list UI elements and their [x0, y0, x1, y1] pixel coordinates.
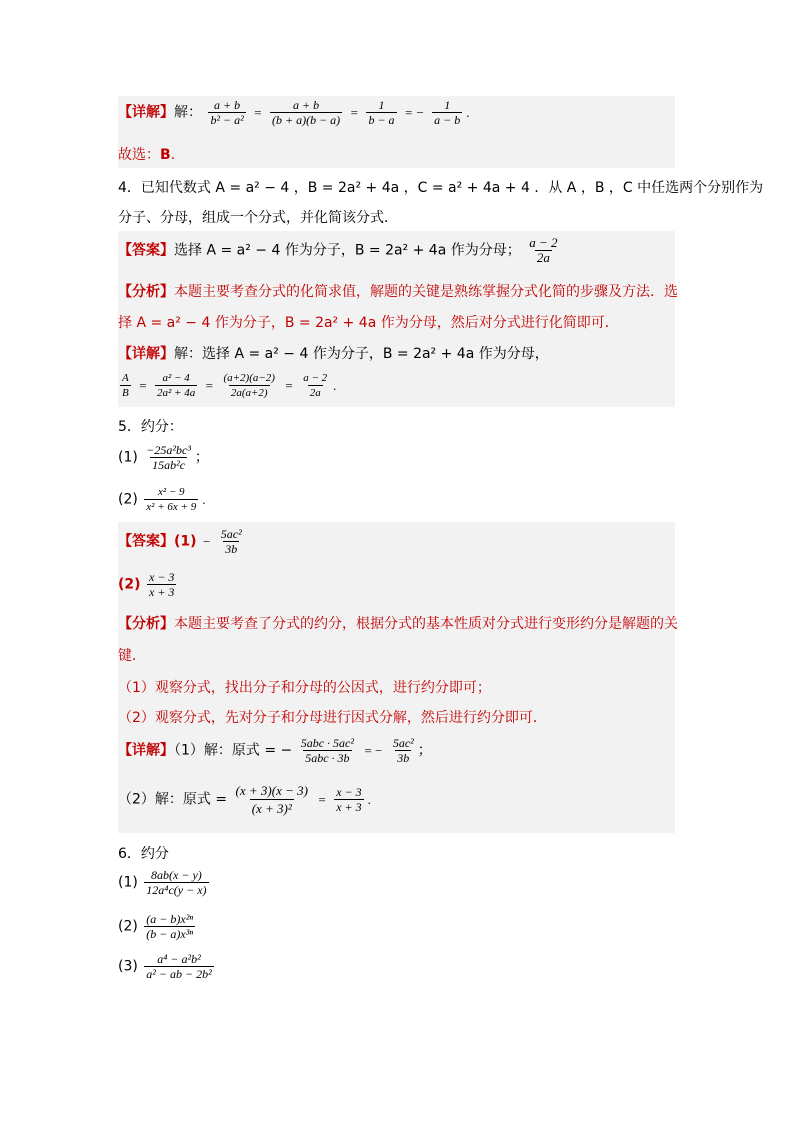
q4-analysis-line-1: 【分析】本题主要考查分式的化简求值，解题的关键是熟练掌握分式化简的步骤及方法．选 [118, 284, 678, 300]
q5-detail-line-1: 【详解】（1）解：原式 = − $\frac{\text{5abc · 5ac²}}{\text{5abc · 3b}}$ = − $\frac{\text{5ac²}}{3b}$ ； [118, 736, 432, 765]
analysis-tag: 【分析】 [118, 284, 174, 300]
detail-line-3: 【详解】解： $\frac{a + b}{\text{b² − a²}}$ = $\frac{a + b}{(b + a)(b - a)}$ = $\frac{1}{b - a}$ = − $\frac{1}{a - b}$ . [118, 98, 470, 127]
q6-item-1: (1) $\frac{8ab(x - y)}{\text{12a⁴c(y − x)}}$ [118, 868, 207, 897]
fraction: $\frac{(x + 3)(x - 3)}{\text{(x + 3)²}}$ [235, 783, 308, 816]
q6-item-3: (3) $\frac{\text{a⁴ − a²b²}}{\text{a² − ab − 2b²}}$ [118, 952, 212, 981]
q5-detail-line-2: （2）解：原式 = $\frac{(x + 3)(x - 3)}{\text{(x + 3)²}}$ = $\frac{x - 3}{x + 3}$ . [118, 783, 371, 816]
q4-analysis-line-2: 择 A = a² − 4 作为分子，B = 2a² + 4a 作为分母，然后对分式进行化简即可． [118, 315, 619, 331]
fraction: $\frac{\text{−25a²bc³}}{\text{15ab²c}}$ [146, 443, 191, 472]
fraction: $\frac{a + b}{(b + a)(b - a)}$ [272, 98, 341, 127]
answer-tag: 【答案】 [118, 533, 174, 550]
q4-line-1: 4．已知代数式 A = a² − 4 ，B = 2a² + 4a ，C = a² + 4a + 4 ．从 A ，B ，C 中任选两个分别作为 [118, 180, 764, 196]
q5-answer-line-2: (2) $\frac{x - 3}{x + 3}$ [118, 570, 175, 599]
answer-text: 选择 A = a² − 4 作为分子，B = 2a² + 4a 作为分母； [174, 242, 521, 259]
q6-item-2: (2) $\frac{\text{(a − b)x²ⁿ}}{\text{(b − a)x³ⁿ}}$ [118, 912, 194, 941]
choice-label: 故选： [118, 147, 160, 163]
q5-item-1: (1) $\frac{\text{−25a²bc³}}{\text{15ab²c}}$ ； [118, 443, 209, 472]
fraction: $\frac{\text{5ac²}}{3b}$ [220, 527, 242, 556]
q4-answer-line [118, 236, 675, 265]
q5-analysis-line-3: （1）观察分式，找出分子和分母的公因式，进行约分即可； [118, 680, 491, 696]
q5-analysis-line-1: 【分析】本题主要考查了分式的约分，根据分式的基本性质对分式进行变形约分是解题的关 [118, 616, 678, 632]
fraction: $\frac{\text{x² − 9}}{\text{x² + 6x + 9}}$ [146, 486, 197, 513]
q5-item-2: (2) $\frac{\text{x² − 9}}{\text{x² + 6x + 9}}$ . [118, 486, 206, 513]
q5-title: 5．约分： [118, 419, 183, 435]
fraction: $\frac{\text{5abc · 5ac²}}{\text{5abc · 3b}}$ [300, 736, 354, 765]
fraction: $\frac{x - 3}{x + 3}$ [149, 570, 175, 599]
detail-tag: 【详解】 [118, 104, 174, 121]
q4-line-2: 分子、分母，组成一个分式，并化简该分式． [118, 210, 398, 226]
q6-title: 6．约分 [118, 846, 169, 862]
fraction: $\frac{\text{a² − 4}}{\text{2a² + 4a}}$ [156, 372, 196, 399]
fraction: $\frac{1}{a - b}$ [434, 98, 461, 127]
fraction: $\frac{(a+2)(a-2)}{2a(a+2)}$ [223, 372, 275, 399]
detail-tag: 【详解】 [118, 742, 174, 759]
fraction: $\frac{a - 2}{2a}$ [303, 372, 328, 399]
q5-analysis-line-4: （2）观察分式，先对分子和分母进行因式分解，然后进行约分即可． [118, 710, 547, 726]
q4-detail-line-1: 【详解】解：选择 A = a² − 4 作为分子，B = 2a² + 4a 作为分母， [118, 346, 549, 362]
fraction: $\frac{\text{(a − b)x²ⁿ}}{\text{(b − a)x³ⁿ}}$ [146, 912, 194, 941]
fraction: $\frac{a - 2}{2a}$ [529, 235, 558, 265]
fraction: $\frac{a + b}{\text{b² − a²}}$ [210, 98, 244, 127]
detail-tag: 【详解】 [118, 346, 174, 362]
fraction: $\frac{8ab(x - y)}{\text{12a⁴c(y − x)}}$ [146, 868, 207, 897]
q5-answer-line-1: 【答案】(1) − $\frac{\text{5ac²}}{3b}$ [118, 527, 242, 556]
q5-analysis-line-2: 键． [118, 648, 146, 664]
fraction: $\frac{1}{b - a}$ [368, 98, 395, 127]
fraction: $\frac{x - 3}{x + 3}$ [336, 785, 362, 814]
answer-tag: 【答案】 [118, 242, 174, 259]
detail-text: 解： [174, 104, 202, 121]
choice-line: 故选：B. [118, 147, 176, 163]
analysis-tag: 【分析】 [118, 616, 174, 632]
fraction: $\frac{\text{5ac²}}{3b}$ [392, 736, 414, 765]
q4-detail-line-2: $\frac{A}{B}$ = $\frac{\text{a² − 4}}{\text{2a² + 4a}}$ = $\frac{(a+2)(a-2)}{2a(a+2)}$ = $\frac{a - 2}{2a}$ . [122, 372, 337, 399]
fraction: $\frac{\text{a⁴ − a²b²}}{\text{a² − ab − 2b²}}$ [146, 952, 212, 981]
fraction: $\frac{A}{B}$ [122, 372, 129, 399]
choice-value: B [160, 147, 171, 163]
